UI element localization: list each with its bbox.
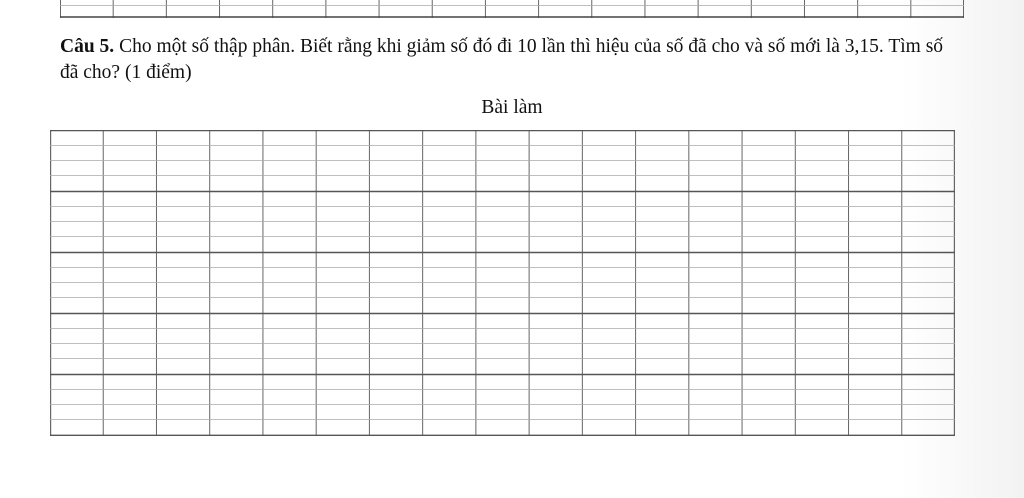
question-label: Câu 5. bbox=[60, 36, 115, 57]
work-area-title: Bài làm bbox=[481, 97, 543, 118]
top-writing-grid-fragment bbox=[60, 0, 964, 18]
question-5 bbox=[60, 34, 960, 86]
question-text: Cho một số thập phân. Biết rằng khi giảm số đó đi 10 lần thì hiệu của số đã cho và số mới là 3,15. Tìm số đã cho? (1 điểm) bbox=[60, 36, 944, 83]
answer-writing-grid bbox=[50, 130, 955, 436]
